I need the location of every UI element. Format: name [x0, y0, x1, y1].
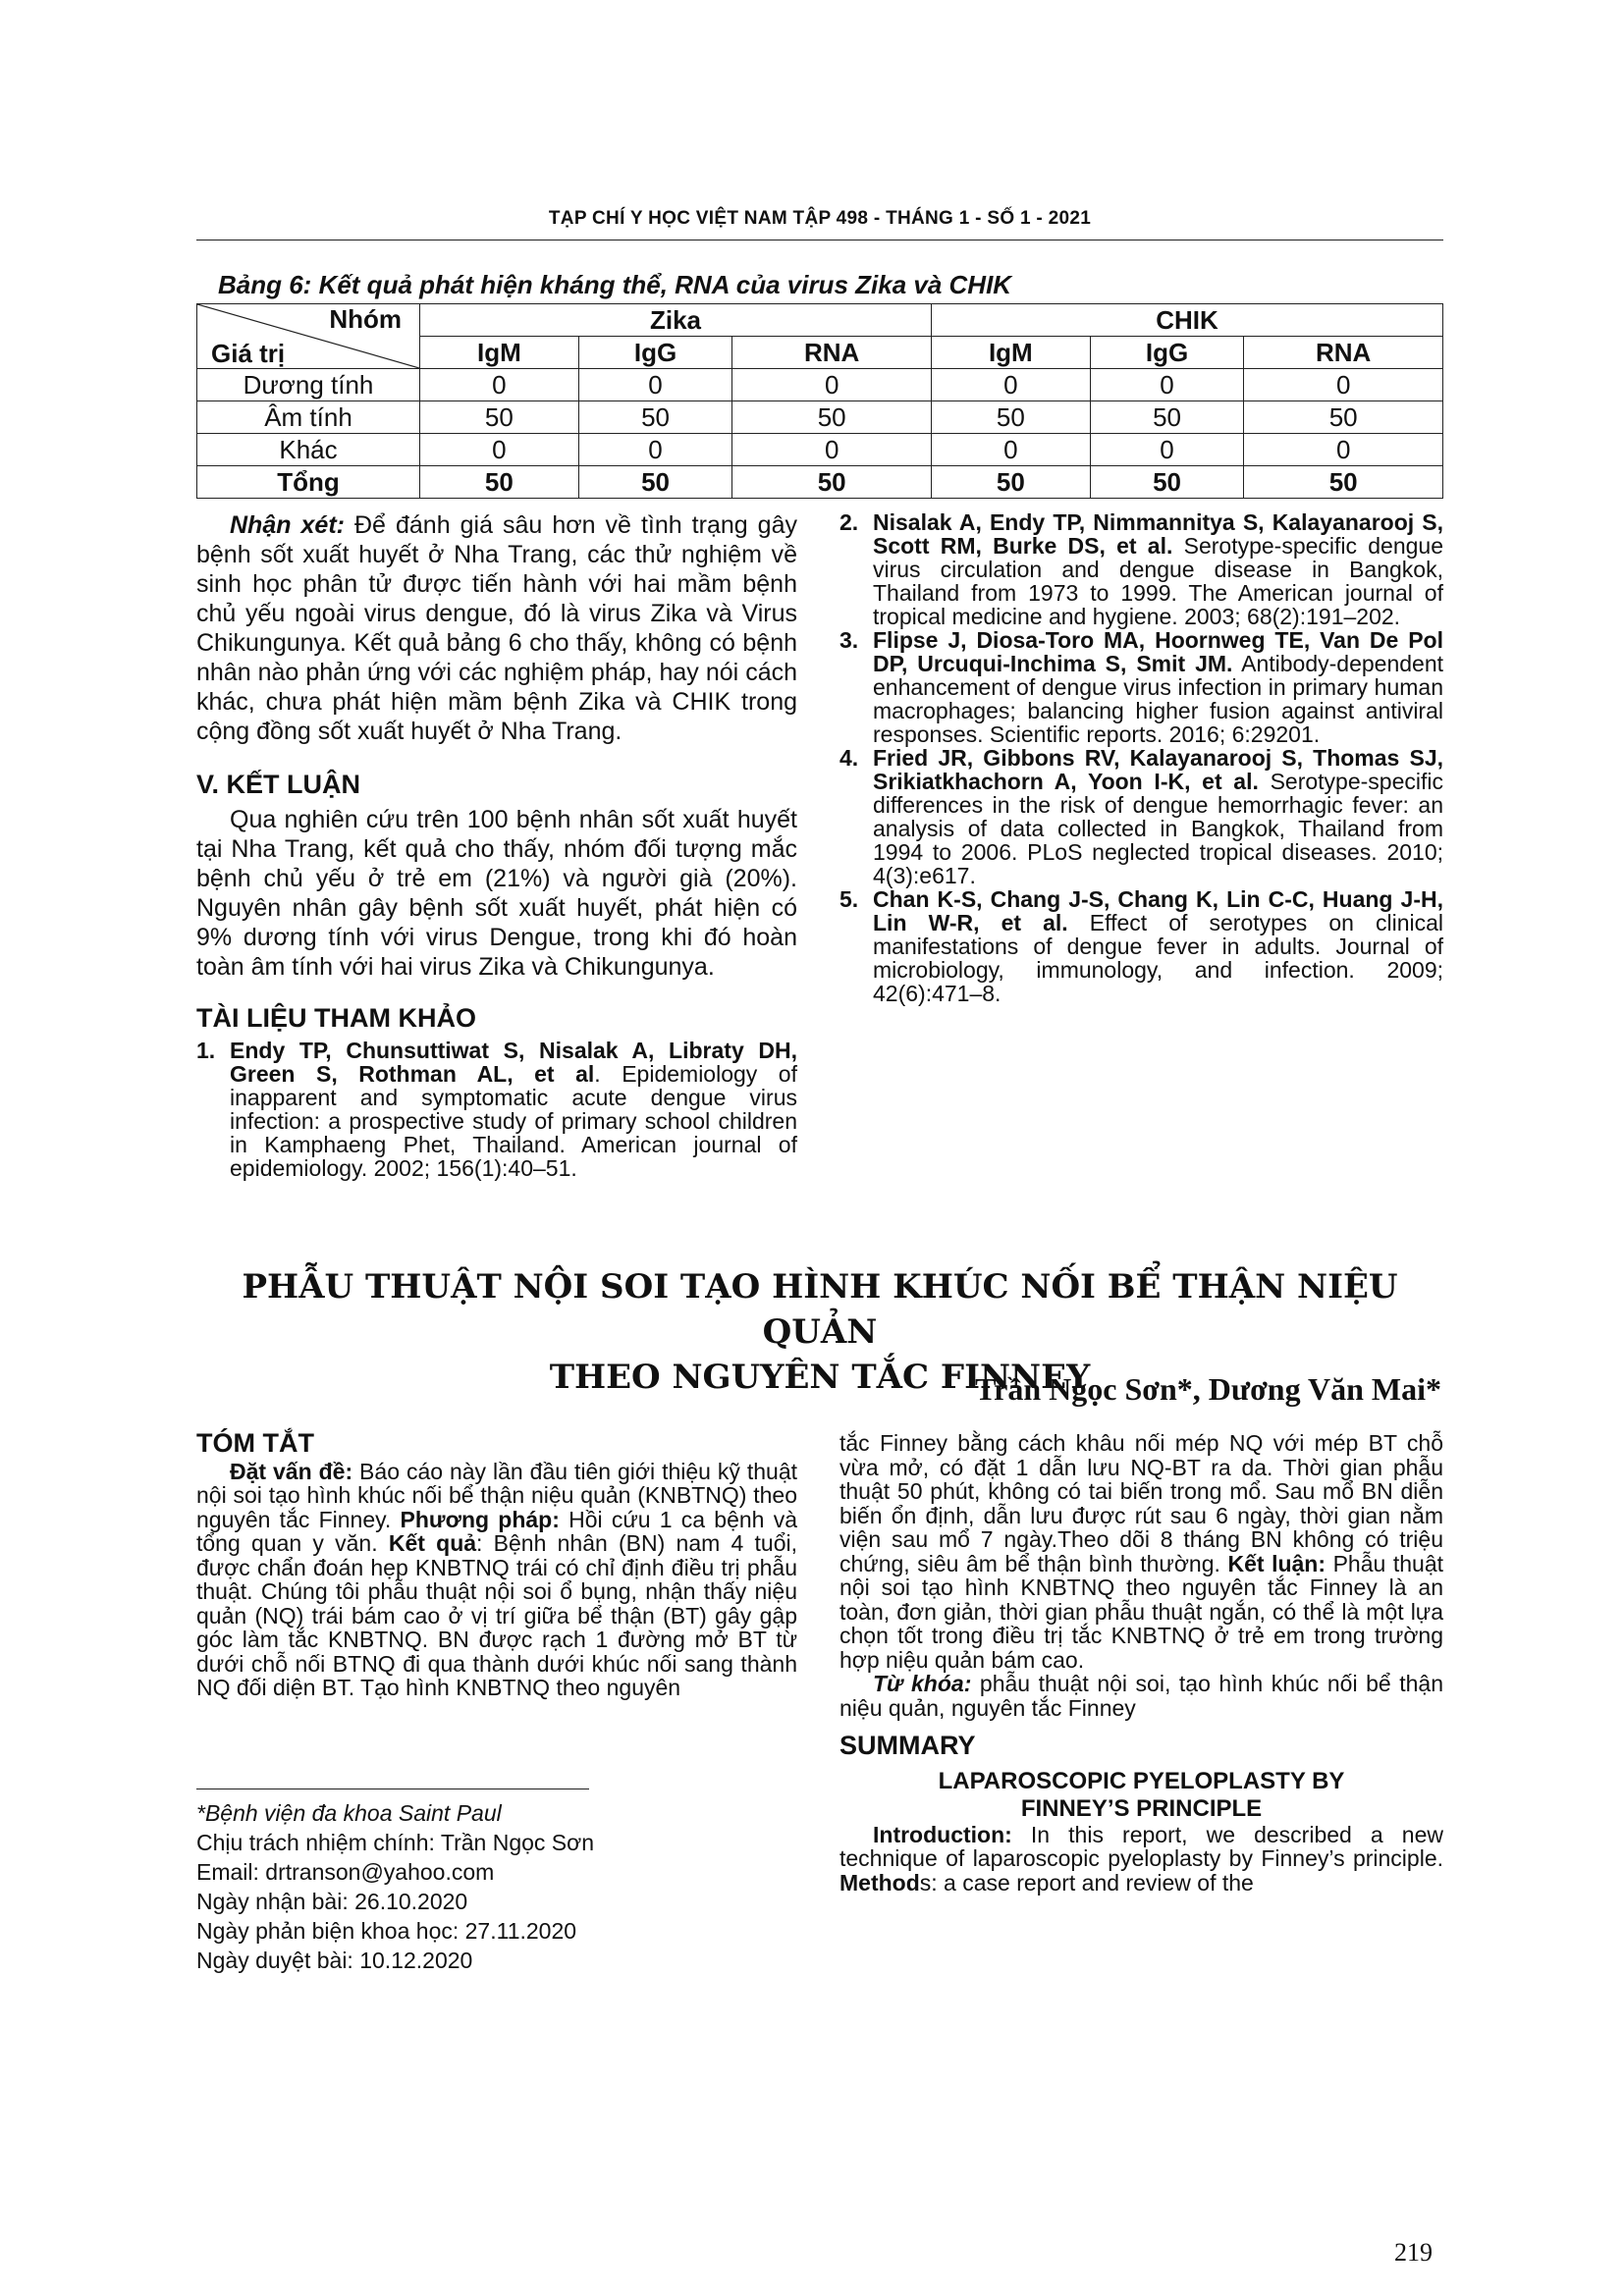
- intro-label: Introduction:: [873, 1821, 1012, 1847]
- footnote: [196, 1798, 797, 1975]
- table-cell: 50: [1090, 401, 1244, 434]
- reference-number: 1.: [196, 1038, 216, 1063]
- table-cell: 50: [420, 466, 579, 499]
- summary-heading: SUMMARY: [839, 1731, 976, 1760]
- row-label: Tổng: [197, 466, 420, 499]
- kq-label: Kết quả: [388, 1530, 477, 1556]
- reference-item: [839, 510, 1443, 628]
- results-table: [196, 303, 1443, 499]
- method-label: Method: [839, 1869, 920, 1896]
- page-number: 219: [1394, 2238, 1433, 2267]
- group-header-chik: CHIK: [931, 304, 1442, 337]
- method-text: s: a case report and review of the: [919, 1869, 1254, 1896]
- group-header-zika: Zika: [420, 304, 932, 337]
- table-row: [197, 401, 1443, 434]
- footnote-approved: Ngày duyệt bài: 10.12.2020: [196, 1948, 473, 1973]
- article-title-line: PHẪU THUẬT NỘI SOI TẠO HÌNH KHÚC NỐI BỂ THẬN NIỆU QUẢN: [242, 1267, 1398, 1352]
- summary-title-line: LAPAROSCOPIC PYELOPLASTY BY: [938, 1767, 1345, 1794]
- abstract-left: [196, 1428, 798, 1700]
- table-cell: 0: [931, 369, 1090, 401]
- table-cell: 50: [1090, 466, 1244, 499]
- footnote-received: Ngày nhận bài: 26.10.2020: [196, 1889, 468, 1914]
- reference-item: [839, 746, 1443, 887]
- article-authors: Trần Ngọc Sơn*, Dương Văn Mai*: [975, 1371, 1441, 1407]
- abstract-continued-text: tắc Finney bằng cách khâu nối mép NQ với mép BT chỗ vừa mở, có đặt 1 dẫn lưu NQ-BT ra da. Thời gian phẫu thuật 50 phút, không có tai biến trong mổ. Sau mổ BN diễn biến ổn định, dẫn lưu được rút sau 6 ngày, thời gian nằm viện sau mổ 7 ngày.Theo dõi 8 tháng BN không có triệu chứng, siêu âm bể thận bình thường.: [839, 1430, 1443, 1576]
- table-cell: 50: [931, 466, 1090, 499]
- keywords-text: phẫu thuật nội soi, tạo hình khúc nối bể thận niệu quản, nguyên tắc Finney: [839, 1671, 1443, 1721]
- table-cell: 0: [732, 369, 932, 401]
- table-cell: 0: [420, 369, 579, 401]
- table-cell: 50: [1244, 401, 1443, 434]
- kl-text: Phẫu thuật nội soi tạo hình KNBTNQ theo nguyên tắc Finney là an toàn, đơn giản, thời gian phẫu thuật ngắn, có thể là một lựa chọn tốt trong điều trị tắc KNBTNQ ở trẻ em trong trường hợp niệu quản bám cao.: [839, 1550, 1443, 1673]
- dvd-label: Đặt vấn đề:: [230, 1458, 353, 1484]
- row-label: Khác: [197, 434, 420, 466]
- table-row: [197, 369, 1443, 401]
- reference-item: [839, 887, 1443, 1005]
- comment-label: Nhận xét:: [230, 511, 345, 539]
- summary-paragraph: [839, 1823, 1443, 1896]
- table-cell: 50: [732, 466, 932, 499]
- reference-text: Effect of serotypes on clinical manifestations of dengue fever in adults. Journal of microbiology, immunology, and infection. 2009; 42(6):471–8.: [873, 910, 1444, 1006]
- abstract-right: [839, 1431, 1443, 1895]
- subheader: IgG: [1090, 337, 1244, 369]
- pp-label: Phương pháp:: [400, 1506, 560, 1532]
- reference-text: Antibody-dependent enhancement of dengue virus infection in primary human macrophages; balancing higher fusion against antiviral responses. Scientific reports. 2016; 6:29201.: [873, 651, 1443, 747]
- table-cell: 0: [1090, 369, 1244, 401]
- comment-paragraph: [196, 510, 797, 746]
- reference-text: Serotype-specific differences in the risk of dengue hemorrhagic fever: an analysis of data collected in Bangkok, Thailand from 1994 to 2006. PLoS neglected tropical diseases. 2010; 4(3):e617.: [873, 769, 1443, 888]
- intro-text: In this report, we described a new technique of laparoscopic pyeloplasty by Finney’s principle.: [839, 1821, 1443, 1871]
- journal-header: TẠP CHÍ Y HỌC VIỆT NAM TẬP 498 - THÁNG 1 - SỐ 1 - 2021: [548, 208, 1092, 229]
- table-total-row: [197, 466, 1443, 499]
- reference-authors: Nisalak A, Endy TP, Nimmannitya S, Kalayanarooj S, Scott RM, Burke DS, et al.: [873, 509, 1443, 559]
- keywords-label: Từ khóa:: [873, 1671, 972, 1696]
- table-cell: 50: [732, 401, 932, 434]
- comment-text: Để đánh giá sâu hơn về tình trạng gây bệnh sốt xuất huyết ở Nha Trang, các thử nghiệm về sinh học phân tử được tiến hành với hai mầm bệnh chủ yếu ngoài virus dengue, đó là virus Zika và Virus Chikungunya. Kết quả bảng 6 cho thấy, không có bệnh nhân nào phản ứng với các nghiệm pháp, hay nói cách khác, chưa phát hiện mầm bệnh Zika và CHIK trong cộng đồng sốt xuất huyết ở Nha Trang.: [196, 511, 797, 745]
- conclusion-text: Qua nghiên cứu trên 100 bệnh nhân sốt xuất huyết tại Nha Trang, kết quả cho thấy, nhóm đối tượng mắc bệnh chủ yếu ở trẻ em (21%) và người già (20%). Nguyên nhân gây bệnh sốt xuất huyết, phát hiện có 9% dương tính với virus Dengue, trong khi đó hoàn toàn âm tính với hai virus Zika và Chikungunya.: [196, 806, 797, 981]
- footnote-reviewed: Ngày phản biện khoa học: 27.11.2020: [196, 1918, 577, 1944]
- table-cell: 0: [578, 434, 732, 466]
- references-heading: TÀI LIỆU THAM KHẢO: [196, 1003, 476, 1033]
- reference-authors: Endy TP, Chunsuttiwat S, Nisalak A, Libraty DH, Green S, Rothman AL, et al: [230, 1038, 797, 1087]
- table-corner-cell: [197, 304, 420, 369]
- kq-text: : Bệnh nhân (BN) nam 4 tuổi, được chẩn đoán hẹp KNBTNQ trái có chỉ định điều trị phẫu thuật. Chúng tôi phẫu thuật nội soi ổ bụng, nhận thấy niệu quản (NQ) trái bám cao ở vị trí giữa bể thận (BT) gây gập góc làm tắc KNBTNQ. BN được rạch 1 đường mở BT từ dưới chỗ nối BTNQ đi qua thành dưới khúc nối sang thành NQ đối diện BT. Tạo hình KNBTNQ theo nguyên: [196, 1530, 798, 1700]
- abstract-paragraph: [196, 1460, 797, 1700]
- abstract-continued: [839, 1431, 1443, 1672]
- table-cell: 0: [578, 369, 732, 401]
- corner-bottom-label: Giá trị: [211, 339, 286, 368]
- reference-number: 2.: [839, 509, 859, 535]
- reference-number: 4.: [839, 745, 859, 771]
- table-cell: 0: [931, 434, 1090, 466]
- footnote-email: Email: drtranson@yahoo.com: [196, 1859, 495, 1885]
- reference-list-right: [839, 510, 1443, 1005]
- reference-authors: Fried JR, Gibbons RV, Kalayanarooj S, Thomas SJ, Srikiatkhachorn A, Yoon I-K, et al.: [873, 745, 1443, 794]
- kl-label: Kết luận:: [1227, 1550, 1326, 1576]
- footnote-affiliation: *Bệnh viện đa khoa Saint Paul: [196, 1800, 502, 1826]
- reference-number: 5.: [839, 886, 859, 912]
- pp-text: Hồi cứu 1 ca bệnh và tổng quan y văn.: [196, 1506, 797, 1556]
- conclusion-heading: V. KẾT LUẬN: [196, 770, 361, 799]
- subheader: RNA: [1244, 337, 1443, 369]
- row-label: Âm tính: [197, 401, 420, 434]
- table-row: [197, 434, 1443, 466]
- table-cell: 0: [420, 434, 579, 466]
- table-cell: 0: [1244, 369, 1443, 401]
- reference-number: 3.: [839, 627, 859, 653]
- reference-authors: Chan K-S, Chang J-S, Chang K, Lin C-C, Huang J-H, Lin W-R, et al.: [873, 886, 1443, 935]
- row-label: Dương tính: [197, 369, 420, 401]
- reference-list-left: [196, 1039, 797, 1180]
- table-cell: 50: [1244, 466, 1443, 499]
- reference-text: Serotype-specific dengue virus circulation and dengue disease in Bangkok, Thailand from 1973 to 1999. The American journal of tropical medicine and hygiene. 2003; 68(2):191–202.: [873, 533, 1443, 629]
- table-cell: 50: [931, 401, 1090, 434]
- subheader: IgM: [420, 337, 579, 369]
- table-cell: 50: [420, 401, 579, 434]
- reference-item: [196, 1039, 797, 1180]
- corner-top-label: Nhóm: [329, 304, 402, 334]
- subheader: IgG: [578, 337, 732, 369]
- reference-authors: Flipse J, Diosa-Toro MA, Hoornweg TE, Van De Pol DP, Urcuqui-Inchima S, Smit JM.: [873, 627, 1443, 676]
- reference-item: [839, 628, 1443, 746]
- subheader: IgM: [931, 337, 1090, 369]
- dvd-text: Báo cáo này lần đầu tiên giới thiệu kỹ thuật nội soi tạo hình khúc nối bể thận niệu quản (KNBTNQ) theo nguyên tắc Finney.: [196, 1458, 797, 1532]
- keywords: [839, 1672, 1443, 1720]
- table-caption: Bảng 6: Kết quả phát hiện kháng thể, RNA của virus Zika và CHIK: [218, 270, 1012, 299]
- tomtat-heading: TÓM TẮT: [196, 1428, 314, 1458]
- table-cell: 0: [732, 434, 932, 466]
- table-cell: 0: [1090, 434, 1244, 466]
- footnote-responsible: Chịu trách nhiệm chính: Trần Ngọc Sơn: [196, 1830, 595, 1855]
- left-column: [196, 510, 797, 1180]
- table-cell: 50: [578, 466, 732, 499]
- reference-text: . Epidemiology of inapparent and symptomatic acute dengue virus infection: a prospective study of primary school children in Kamphaeng Phet, Thailand. American journal of epidemiology. 2002; 156(1):40–51.: [230, 1061, 797, 1181]
- table-cell: 0: [1244, 434, 1443, 466]
- summary-title-line: FINNEY’S PRINCIPLE: [1020, 1794, 1263, 1822]
- subheader: RNA: [732, 337, 932, 369]
- table-cell: 50: [578, 401, 732, 434]
- article-title-line: THEO NGUYÊN TẮC FINNEY: [549, 1358, 1091, 1397]
